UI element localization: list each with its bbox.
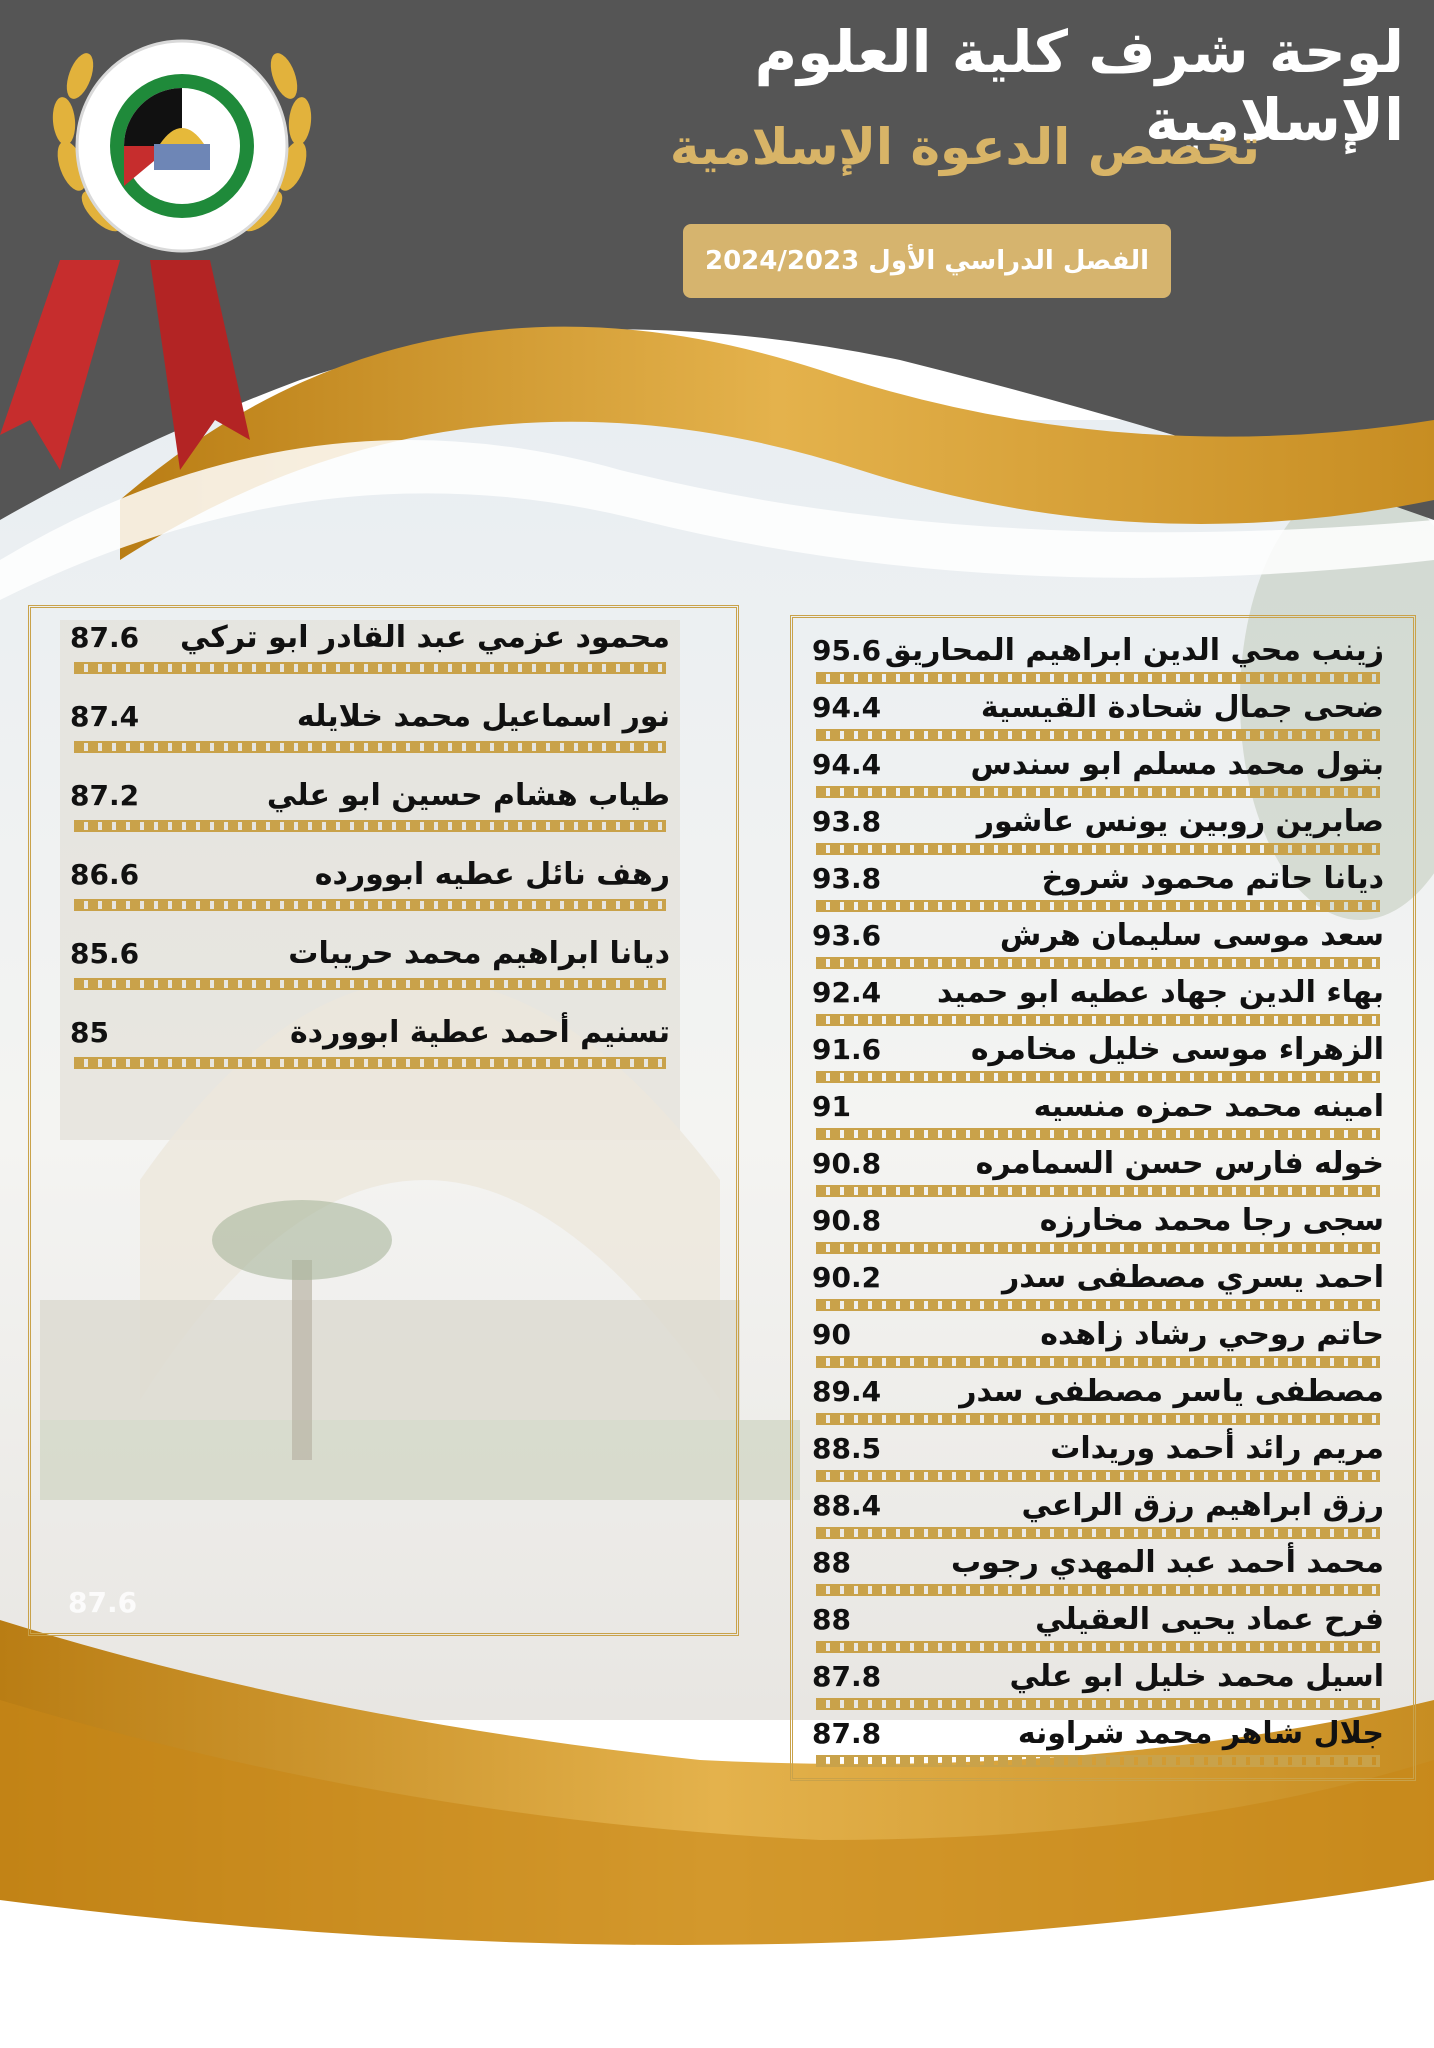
student-name: مريم رائد أحمد وريدات (1050, 1430, 1384, 1466)
student-name: مصطفى ياسر مصطفى سدر (959, 1373, 1384, 1409)
semester-badge: الفصل الدراسي الأول 2024/2023 (683, 224, 1171, 298)
student-name: حاتم روحي رشاد زاهده (1040, 1316, 1384, 1352)
student-score: 92.4 (812, 975, 882, 1009)
ornament-divider (816, 1242, 1380, 1254)
student-score: 88.4 (812, 1488, 882, 1522)
ornament-divider (74, 1057, 666, 1069)
student-score: 90.2 (812, 1260, 882, 1294)
student-score: 87.8 (812, 1659, 882, 1693)
student-score: 87.4 (70, 699, 140, 733)
student-name: ديانا ابراهيم محمد حريبات (288, 935, 670, 971)
student-score: 91.6 (812, 1032, 882, 1066)
student-score: 85.6 (70, 936, 140, 970)
honor-row (70, 851, 670, 897)
honor-row (812, 1371, 1384, 1411)
honor-row (812, 1656, 1384, 1696)
honor-row (812, 972, 1384, 1012)
ornament-divider (74, 978, 666, 990)
student-score: 90.8 (812, 1146, 882, 1180)
ornament-divider (74, 899, 666, 911)
honor-row (70, 1009, 670, 1055)
left-list-frame (28, 605, 739, 1636)
honor-row (70, 614, 670, 660)
ornament-divider (816, 957, 1380, 969)
college-emblem (42, 16, 322, 286)
student-score: 94.4 (812, 747, 882, 781)
honor-row (812, 1713, 1384, 1753)
honor-row (812, 1200, 1384, 1240)
student-score: 93.6 (812, 918, 882, 952)
honor-row (812, 744, 1384, 784)
student-score: 94.4 (812, 690, 882, 724)
honor-row (70, 930, 670, 976)
ornament-divider (816, 843, 1380, 855)
honor-row (812, 1314, 1384, 1354)
student-name: بهاء الدين جهاد عطيه ابو حميد (937, 974, 1384, 1010)
ornament-divider (816, 1584, 1380, 1596)
ornament-divider (74, 662, 666, 674)
honor-row (70, 693, 670, 739)
honor-row (812, 1428, 1384, 1468)
student-name: تسنيم أحمد عطية ابووردة (289, 1014, 670, 1050)
student-score: 95.6 (812, 633, 882, 667)
honor-row (812, 1029, 1384, 1069)
honor-row (812, 1257, 1384, 1297)
ornament-divider (74, 741, 666, 753)
ornament-divider (816, 1755, 1380, 1767)
ornament-divider (816, 1527, 1380, 1539)
student-score: 93.8 (812, 861, 882, 895)
ornament-divider (816, 1014, 1380, 1026)
student-score: 85 (70, 1015, 109, 1049)
student-score: 91 (812, 1089, 851, 1123)
honor-row (812, 1086, 1384, 1126)
red-ribbon-icon (0, 260, 260, 470)
ornament-divider (816, 1185, 1380, 1197)
student-name: جلال شاهر محمد شراونه (1017, 1715, 1384, 1751)
ornament-divider (816, 1470, 1380, 1482)
student-score: 90 (812, 1317, 851, 1351)
student-name: صابرين روبين يونس عاشور (976, 803, 1384, 839)
honor-row (812, 801, 1384, 841)
honor-row (70, 772, 670, 818)
ornament-divider (816, 900, 1380, 912)
student-name: رزق ابراهيم رزق الراعي (1021, 1487, 1384, 1523)
honor-row (812, 858, 1384, 898)
student-name: نور اسماعيل محمد خلايله (296, 698, 670, 734)
student-name: ضحى جمال شحادة القيسية (980, 689, 1384, 725)
student-name: سعد موسى سليمان هرش (999, 917, 1384, 953)
ornament-divider (816, 1413, 1380, 1425)
honor-row (812, 915, 1384, 955)
student-name: الزهراء موسى خليل مخامره (970, 1031, 1384, 1067)
student-score: 88 (812, 1602, 851, 1636)
ornament-divider (816, 1698, 1380, 1710)
student-name: خوله فارس حسن السمامره (975, 1145, 1384, 1181)
student-name: امينه محمد حمزه منسيه (1033, 1088, 1384, 1124)
student-name: اسيل محمد خليل ابو علي (1009, 1658, 1384, 1694)
student-name: ديانا حاتم محمود شروخ (1041, 860, 1384, 896)
student-name: بتول محمد مسلم ابو سندس (970, 746, 1384, 782)
ornament-divider (816, 786, 1380, 798)
student-score: 86.6 (70, 857, 140, 891)
ornament-divider (816, 1128, 1380, 1140)
student-name: زينب محي الدين ابراهيم المحاريق (884, 632, 1384, 668)
honor-row (812, 1599, 1384, 1639)
student-name: رهف نائل عطيه ابوورده (314, 856, 670, 892)
page-title: لوحة شرف كلية العلوم الإسلامية (754, 18, 1404, 154)
ornament-divider (816, 672, 1380, 684)
honor-row (812, 687, 1384, 727)
student-name: محمود عزمي عبد القادر ابو تركي (179, 619, 670, 655)
student-score: 88 (812, 1545, 851, 1579)
student-name: احمد يسري مصطفى سدر (1001, 1259, 1384, 1295)
student-name: طياب هشام حسين ابو علي (266, 777, 670, 813)
ornament-divider (816, 1071, 1380, 1083)
faded-score: 87.6 (68, 1586, 138, 1619)
honor-row (812, 1542, 1384, 1582)
ornament-divider (816, 1356, 1380, 1368)
ornament-divider (816, 729, 1380, 741)
student-name: سجى رجا محمد مخارزه (1039, 1202, 1384, 1238)
student-score: 89.4 (812, 1374, 882, 1408)
student-score: 87.2 (70, 778, 140, 812)
student-name: محمد أحمد عبد المهدي رجوب (951, 1544, 1384, 1580)
page-subtitle: تخصص الدعوة الإسلامية (669, 118, 1260, 176)
student-name: فرح عماد يحيى العقيلي (1035, 1601, 1384, 1637)
ornament-divider (74, 820, 666, 832)
student-score: 88.5 (812, 1431, 882, 1465)
honor-row (812, 1485, 1384, 1525)
ornament-divider (816, 1641, 1380, 1653)
ornament-divider (816, 1299, 1380, 1311)
student-score: 87.8 (812, 1716, 882, 1750)
student-score: 90.8 (812, 1203, 882, 1237)
honor-row (812, 1143, 1384, 1183)
student-score: 93.8 (812, 804, 882, 838)
honor-row (812, 630, 1384, 670)
student-score: 87.6 (70, 620, 140, 654)
